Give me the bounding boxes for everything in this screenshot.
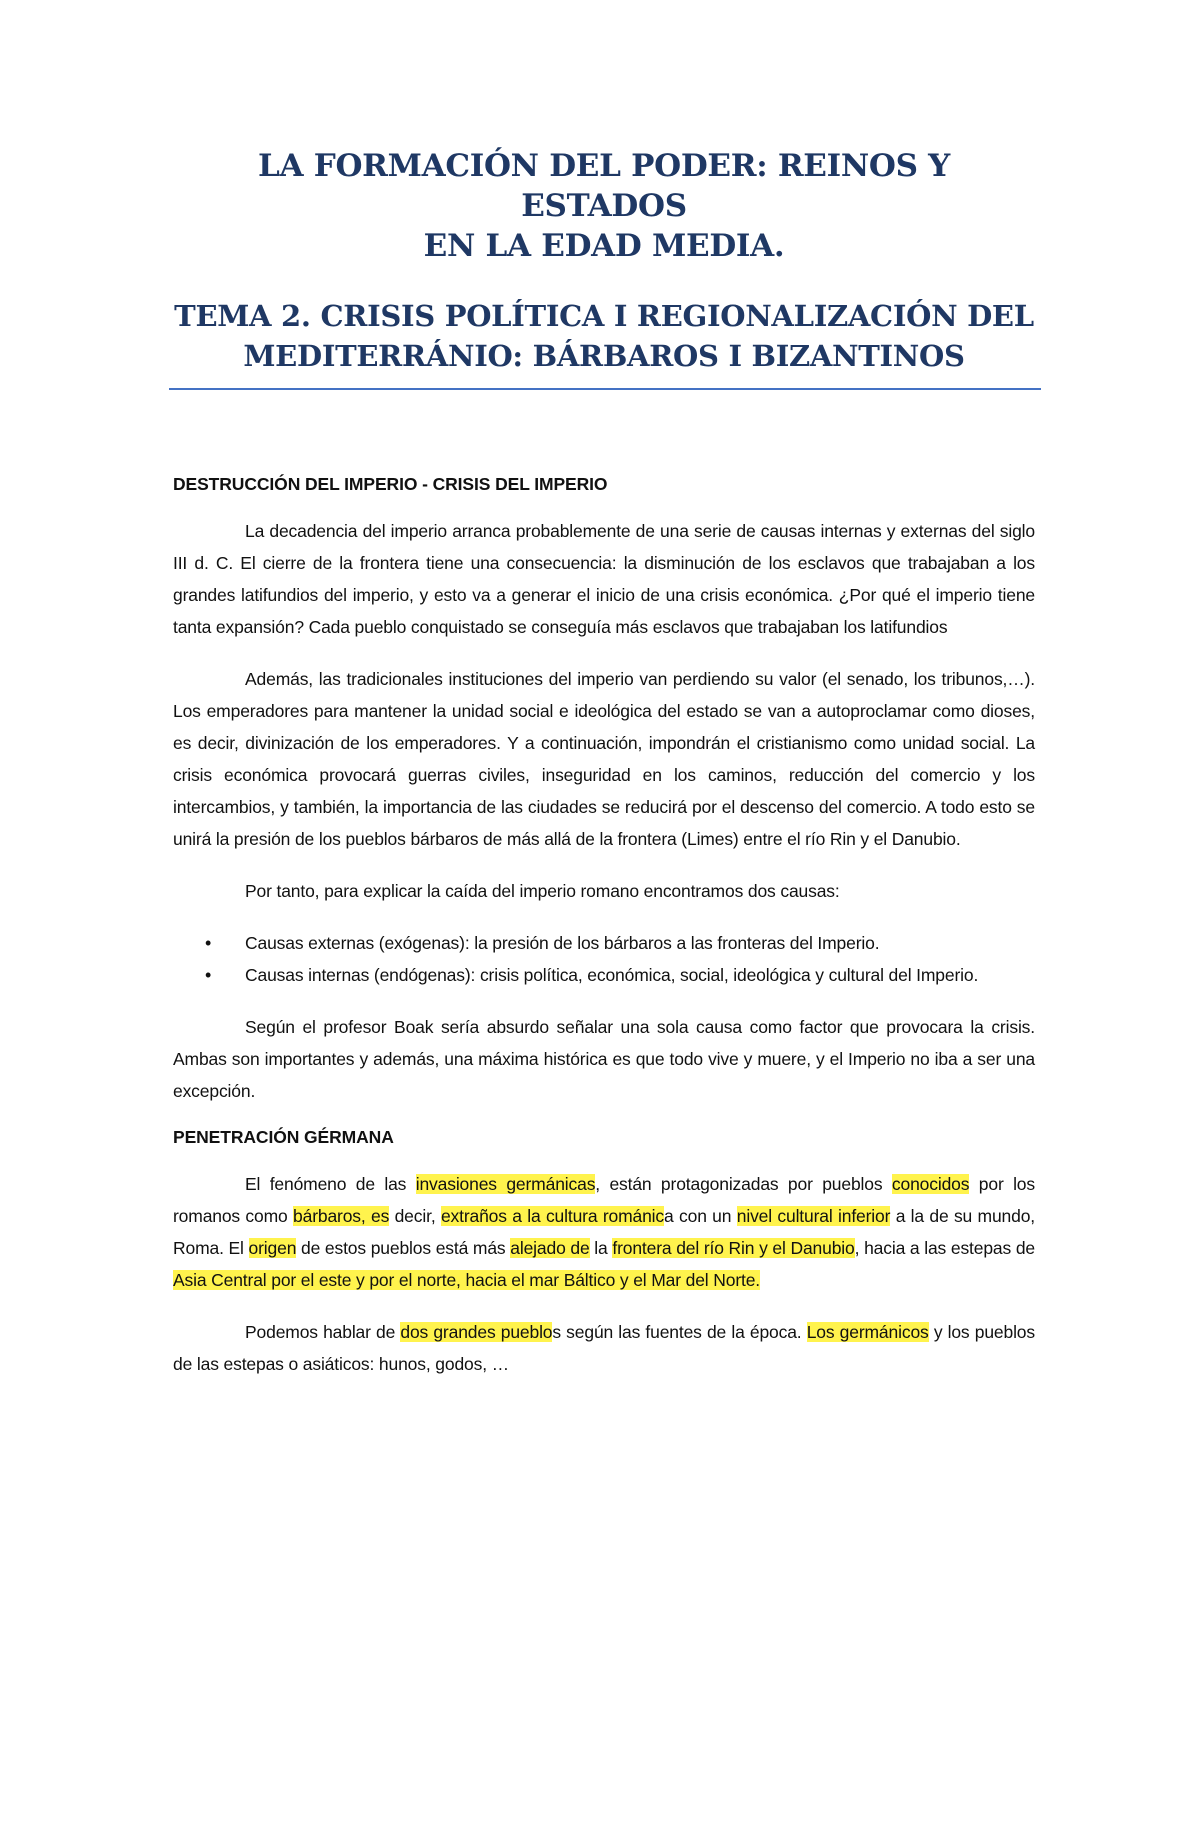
text-run: , hacia a las estepas de — [854, 1238, 1035, 1258]
section-heading-destruccion: DESTRUCCIÓN DEL IMPERIO - CRISIS DEL IMPERIO — [173, 474, 608, 494]
highlight: extraños a la cultura románic — [440, 1206, 665, 1226]
document-title — [173, 146, 1035, 266]
document-page — [0, 146, 1200, 1844]
highlight: frontera del río Rin y el Danubio — [612, 1238, 855, 1258]
highlight: Los germánicos — [806, 1322, 929, 1342]
text-run: de estos pueblos está más — [296, 1238, 511, 1258]
title-line-2: EN LA EDAD MEDIA. — [423, 228, 785, 264]
highlight: origen — [248, 1238, 297, 1258]
highlight: conocidos — [891, 1174, 970, 1194]
text-run: , están protagonizadas por pueblos — [595, 1174, 892, 1194]
document-subtitle — [173, 296, 1035, 376]
highlight: alejado de — [510, 1238, 590, 1258]
text-run: a con un — [664, 1206, 737, 1226]
text-run: por los romanos como — [173, 1174, 1035, 1226]
text-run: a la de su mundo, Roma. El — [173, 1206, 1036, 1258]
text-run: El fenómeno de las — [245, 1174, 416, 1194]
list-item-causas-externas: • Causas externas (exógenas): la presión de los bárbaros a las fronteras del Imperio. — [245, 927, 1035, 959]
title-divider — [169, 388, 1041, 390]
subtitle-line-2: MEDITERRÁNIO: BÁRBAROS I BIZANTINOS — [243, 339, 965, 373]
paragraph-instituciones: Además, las tradicionales instituciones del imperio van perdiendo su valor (el senado, los tribunos,…). Los emperadores para mantener la unidad social e ideológica del estado se van a autoproclamar como dioses, es decir, divinización de los emperadores. Y a continuación, impondrán el cristianismo como unidad social. La crisis económica provocará guerras civiles, inseguridad en los caminos, reducción del comercio y los intercambios, y también, la importancia de las ciudades se reducirá por el descenso del comercio. A todo esto se unirá la presión de los pueblos bárbaros de más allá de la frontera (Limes) entre el río Rin y el Danubio. — [173, 669, 1035, 849]
text-run: la — [589, 1238, 613, 1258]
highlight: Asia Central por el este y por el norte, hacia el mar Báltico y el Mar del Norte. — [173, 1270, 761, 1290]
causes-list — [173, 927, 1035, 991]
text-run: y los pueblos de las estepas o asiáticos: hunos, godos, … — [173, 1322, 1035, 1374]
text-run: s según las fuentes de la época. — [552, 1322, 807, 1342]
highlight: bárbaros, es — [293, 1206, 390, 1226]
section-heading-penetracion: PENETRACIÓN GÉRMANA — [173, 1127, 394, 1147]
title-line-1: LA FORMACIÓN DEL PODER: REINOS Y ESTADOS — [258, 148, 950, 224]
paragraph-decadencia: La decadencia del imperio arranca probablemente de una serie de causas internas y externas del siglo III d. C. El cierre de la frontera tiene una consecuencia: la disminución de los esclavos que trabajaban a los grandes latifundios del imperio, y esto va a generar el inicio de una crisis económica. ¿Por qué el imperio tiene tanta expansión? Cada pueblo conquistado se conseguía más esclavos que trabajaban los latifundios — [173, 521, 1035, 637]
paragraph-dos-pueblos — [173, 1316, 1035, 1380]
highlight: dos grandes pueblo — [400, 1322, 553, 1342]
paragraph-boak: Según el profesor Boak sería absurdo señalar una sola causa como factor que provocara la crisis. Ambas son importantes y además, una máxima histórica es que todo vive y muere, y el Imperio no iba a ser una excepción. — [173, 1017, 1035, 1101]
highlight: nivel cultural inferior — [736, 1206, 891, 1226]
text-run: decir, — [389, 1206, 441, 1226]
subtitle-line-1: TEMA 2. CRISIS POLÍTICA I REGIONALIZACIÓN DEL — [174, 299, 1034, 333]
text-run: Podemos hablar de — [245, 1322, 401, 1342]
list-item-causas-internas: • Causas internas (endógenas): crisis política, económica, social, ideológica y cultural del Imperio. — [245, 959, 1035, 991]
highlight: invasiones germánicas — [415, 1174, 596, 1194]
paragraph-invasiones — [173, 1168, 1035, 1296]
paragraph-dos-causas: Por tanto, para explicar la caída del imperio romano encontramos dos causas: — [245, 881, 840, 901]
